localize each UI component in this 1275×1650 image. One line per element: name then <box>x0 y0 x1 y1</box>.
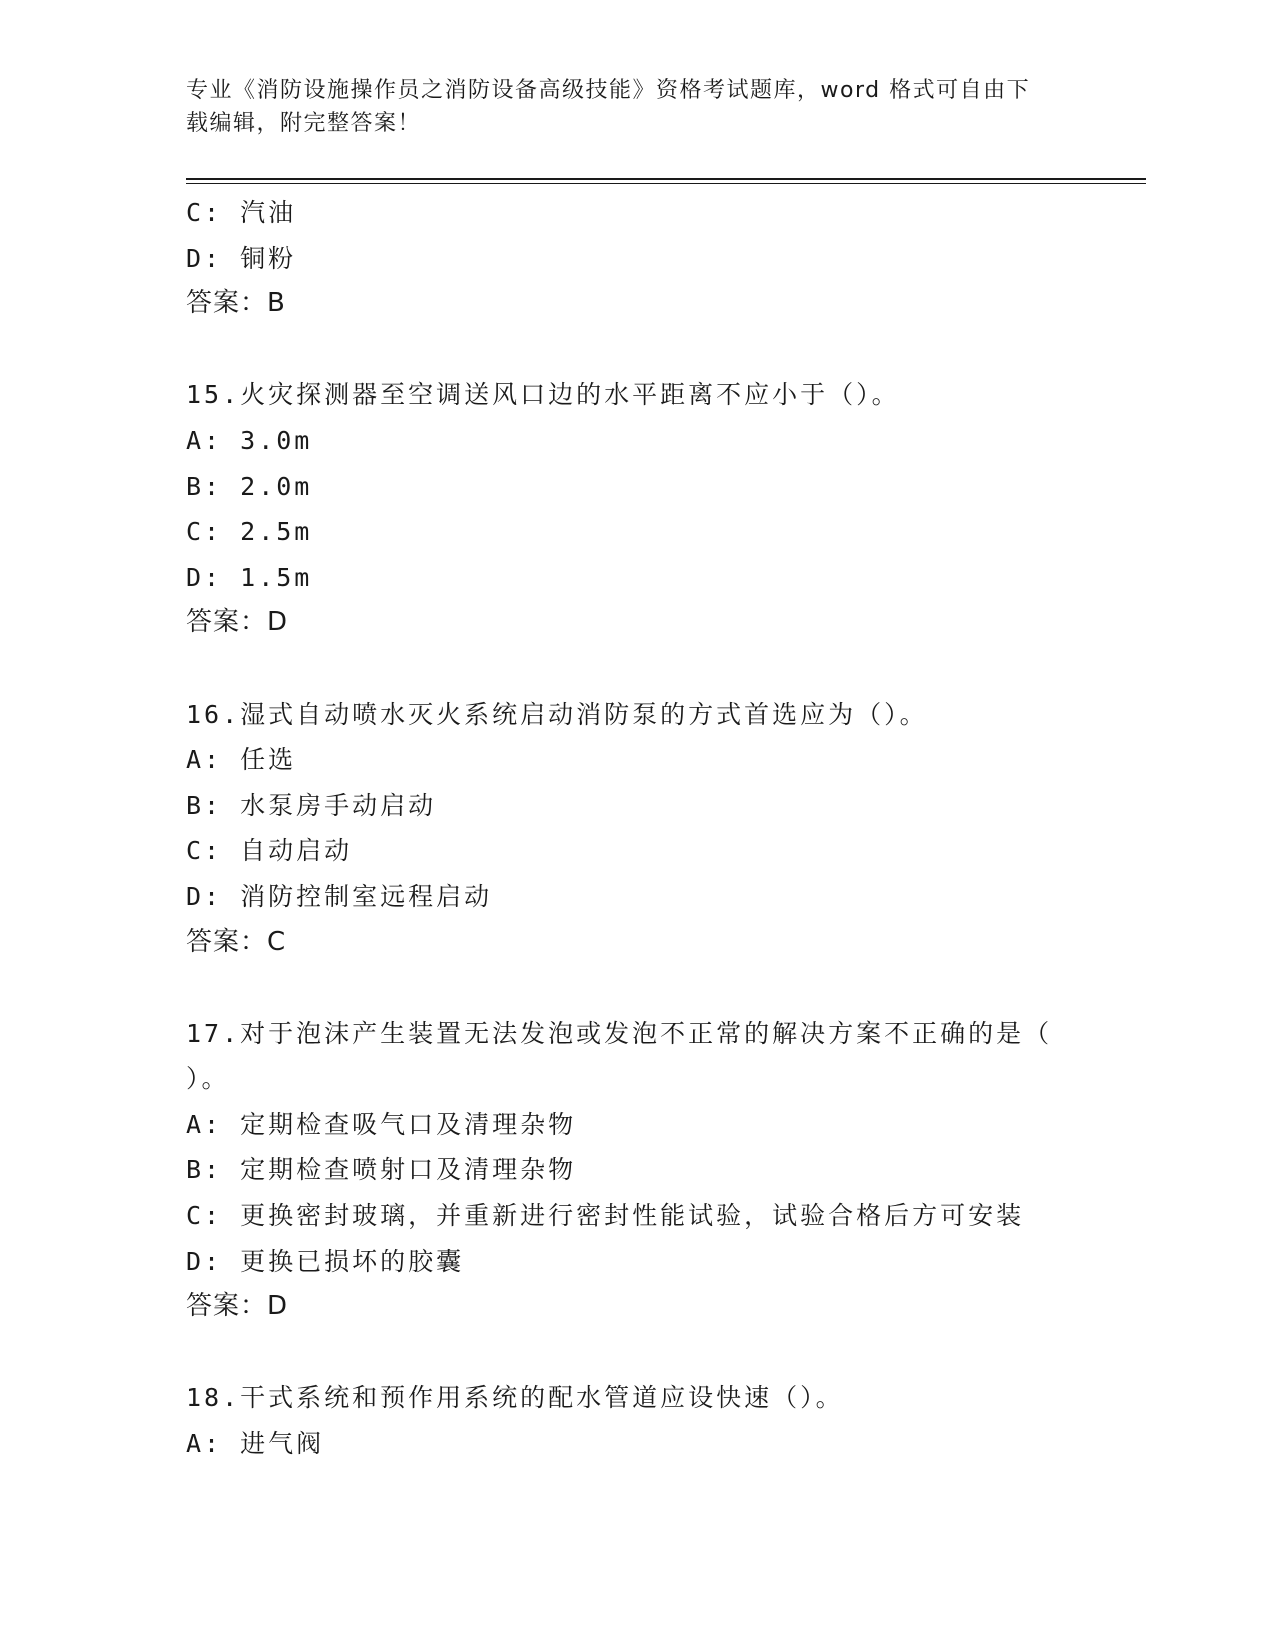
option-line: D: 更换已损坏的胶囊 <box>186 1246 465 1276</box>
option-line: A: 进气阀 <box>186 1429 325 1459</box>
question-text: ）。 <box>186 1064 230 1094</box>
header-line-2: 载编辑，附完整答案！ <box>186 111 422 136</box>
answer-line: 答案：D <box>186 607 289 638</box>
option-line: C: 2.5m <box>186 517 313 547</box>
option-line: D: 铜粉 <box>186 243 297 273</box>
option-line: A: 任选 <box>186 745 297 775</box>
option-line: B: 2.0m <box>186 471 313 501</box>
option-line: B: 水泵房手动启动 <box>186 790 437 820</box>
spacer <box>186 1330 1086 1376</box>
option-line: A: 3.0m <box>186 425 313 455</box>
question-text: 17.对于泡沫产生装置无法发泡或发泡不正常的解决方案不正确的是（ <box>186 1018 1053 1048</box>
option-line: A: 定期检查吸气口及清理杂物 <box>186 1109 577 1139</box>
question-text: 16.湿式自动喷水灭火系统启动消防泵的方式首选应为（）。 <box>186 699 928 729</box>
spacer <box>186 646 1086 692</box>
header-divider-thick <box>186 178 1146 180</box>
spacer <box>186 965 1086 1011</box>
question-text: 15.火灾探测器至空调送风口边的水平距离不应小于（）。 <box>186 380 900 410</box>
header-divider-thin <box>186 183 1146 184</box>
question-text: 18.干式系统和预作用系统的配水管道应设快速（）。 <box>186 1383 844 1413</box>
document-header <box>186 74 1086 140</box>
header-line-1: 专业《消防设施操作员之消防设备高级技能》资格考试题库，word 格式可自由下 <box>186 78 1031 103</box>
option-line: B: 定期检查喷射口及清理杂物 <box>186 1155 577 1185</box>
option-line: C: 更换密封玻璃，并重新进行密封性能试验，试验合格后方可安装 <box>186 1201 1025 1231</box>
question-list <box>186 190 1086 1467</box>
option-line: C: 自动启动 <box>186 836 353 866</box>
option-line: D: 消防控制室远程启动 <box>186 881 493 911</box>
answer-line: 答案：B <box>186 288 286 319</box>
option-line: C: 汽油 <box>186 198 297 227</box>
answer-line: 答案：C <box>186 926 287 957</box>
option-line: D: 1.5m <box>186 562 313 592</box>
answer-line: 答案：D <box>186 1291 289 1322</box>
spacer <box>186 327 1086 373</box>
